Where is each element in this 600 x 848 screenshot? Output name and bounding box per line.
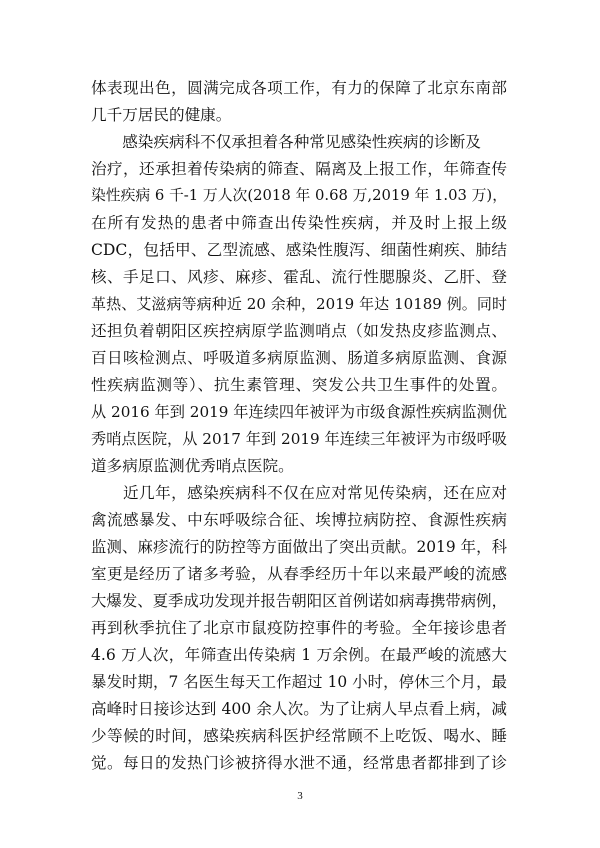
text-line: 觉。每日的发热门诊被挤得水泄不通，经常患者都排到了诊 [91,754,507,772]
text-line: 治疗，还承担着传染病的筛查、隔离及上报工作，年筛查传 [91,160,507,178]
text-line: 感染疾病科不仅承担着各种常见感染性疾病的诊断及 [91,133,481,151]
text-line: 少等候的时间，感染疾病科医护经常顾不上吃饭、喝水、睡 [91,727,507,745]
text-line: 监测、麻疹流行的防控等方面做出了突出贡献。2019 年，科 [91,538,507,556]
text-line: 道多病原监测优秀哨点医院。 [91,457,294,475]
text-line: 核、手足口、风疹、麻疹、霍乱、流行性腮腺炎、乙肝、登 [91,268,507,286]
text-line: 暴发时期，7 名医生每天工作超过 10 小时，停休三个月，最 [91,673,507,691]
text-line: 秀哨点医院，从 2017 年到 2019 年连续三年被评为市级呼吸 [91,430,507,448]
text-line: 从 2016 年到 2019 年连续四年被评为市级食源性疾病监测优 [91,403,507,421]
text-line: 在所有发热的患者中筛查出传染性疾病，并及时上报上级 [91,214,507,232]
text-line: 还担负着朝阳区疾控病原学监测哨点（如发热皮疹监测点、 [91,322,507,340]
text-line: 百日咳检测点、呼吸道多病原监测、肠道多病原监测、食源 [91,349,507,367]
text-line: 再到秋季抗住了北京市鼠疫防控事件的考验。全年接诊患者 [91,619,507,637]
text-line: 性疾病监测等）、抗生素管理、突发公共卫生事件的处置。 [91,376,507,394]
text-line: 革热、艾滋病等病种近 20 余种，2019 年达 10189 例。同时 [91,295,507,313]
text-line: 4.6 万人次，年筛查出传染病 1 万余例。在最严峻的流感大 [91,646,507,664]
page-number: 3 [297,790,303,802]
text-line: 高峰时日接诊达到 400 余人次。为了让病人早点看上病，减 [91,700,507,718]
text-line: 大爆发、夏季成功发现并报告朝阳区首例诺如病毒携带病例， [91,592,507,610]
text-line: CDC，包括甲、乙型流感、感染性腹泻、细菌性痢疾、肺结 [91,241,507,259]
text-line: 禽流感暴发、中东呼吸综合征、埃博拉病防控、食源性疾病 [91,511,507,529]
text-line: 几千万居民的健康。 [91,106,232,124]
text-line: 室更是经历了诸多考验，从春季经历十年以来最严峻的流感 [91,565,507,583]
text-line: 染性疾病 6 千-1 万人次(2018 年 0.68 万,2019 年 1.03 万)， [91,187,507,204]
text-line: 体表现出色，圆满完成各项工作，有力的保障了北京东南部 [91,79,507,97]
text-line: 近几年，感染疾病科不仅在应对常见传染病，还在应对 [91,484,507,502]
